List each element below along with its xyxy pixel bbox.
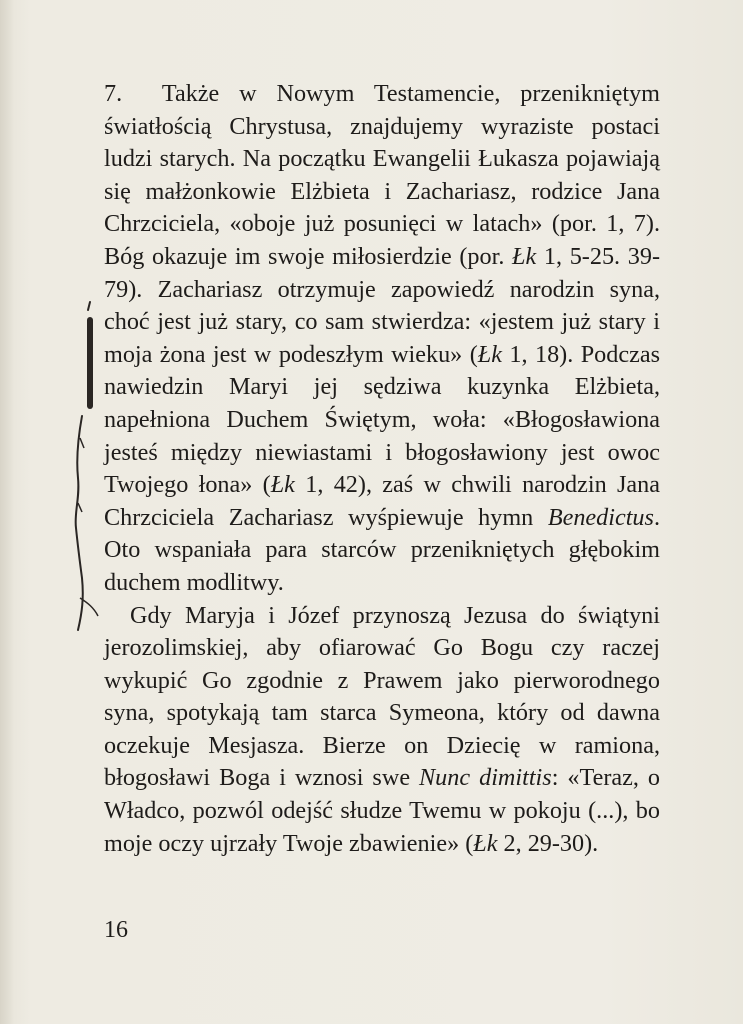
body-text (104, 78, 660, 860)
page-number: 16 (104, 917, 128, 943)
paragraph-1-text-3: 1, 18). Podczas nawiedzin Maryi jej sędziwa kuzynka Elżbieta, napełniona Duchem Świętym, woła: «Błogosławiona jesteś między niewiastami i błogosławiony jest owoc Twojego łona» ( (104, 340, 660, 499)
margin-pencil-bracket (60, 298, 110, 638)
paragraph-1-text-5: . Oto wspaniała para starców przenikniętych głębokim duchem modlitwy. (104, 503, 660, 596)
section-number: 7. (104, 80, 123, 107)
paragraph-2 (104, 600, 660, 861)
paragraph-1-text-1: Także w Nowym Testamencie, przenikniętym światłością Chrystusa, znajdujemy wyraziste postaci ludzi starych. Na początku Ewangelii Łukasza pojawiają się małżonkowie Elżbieta i Zachariasz, rodzice Jana Chrzciciela, «oboje już posunięci w latach» (por. 1, 7). Bóg okazuje im swoje miłosierdzie (por. (104, 80, 660, 270)
paragraph-2-text-3: 2, 29-30). (497, 829, 599, 857)
reference-lk: Łk (477, 340, 502, 368)
spine-shadow (0, 0, 14, 1024)
reference-lk: Łk (270, 471, 295, 499)
paragraph-2-text-1: Gdy Maryja i Józef przynoszą Jezusa do świątyni jerozolimskiej, aby ofiarować Go Bogu czy raczej wykupić Go zgodnie z Prawem jako pierworodnego syna, spotykają tam starca Symeona, który od dawna oczekuje Mesjasza. Bierze on Dziecię w ramiona, błogosławi Boga i wznosi swe (104, 601, 660, 792)
hymn-title-nunc-dimittis: Nunc dimittis (419, 764, 552, 792)
reference-lk: Łk (473, 829, 498, 857)
paragraph-1-text-2: 1, 5-25. 39-79). Zachariasz otrzymuje zapowiedź narodzin syna, choć jest już stary, co sam stwierdza: «jestem już stary i moja żona jest w podeszłym wieku» ( (104, 242, 660, 368)
paragraph-1-text-4: 1, 42), zaś w chwili narodzin Jana Chrzciciela Zachariasz wyśpiewuje hymn (104, 471, 660, 531)
paragraph-1 (104, 78, 660, 600)
paragraph-2-text-2: : «Teraz, o Władco, pozwól odejść słudze Twemu w pokoju (...), bo moje oczy ujrzały Twoje zbawienie» ( (104, 764, 660, 857)
reference-lk: Łk (512, 242, 537, 270)
hymn-title-benedictus: Benedictus (547, 503, 654, 531)
